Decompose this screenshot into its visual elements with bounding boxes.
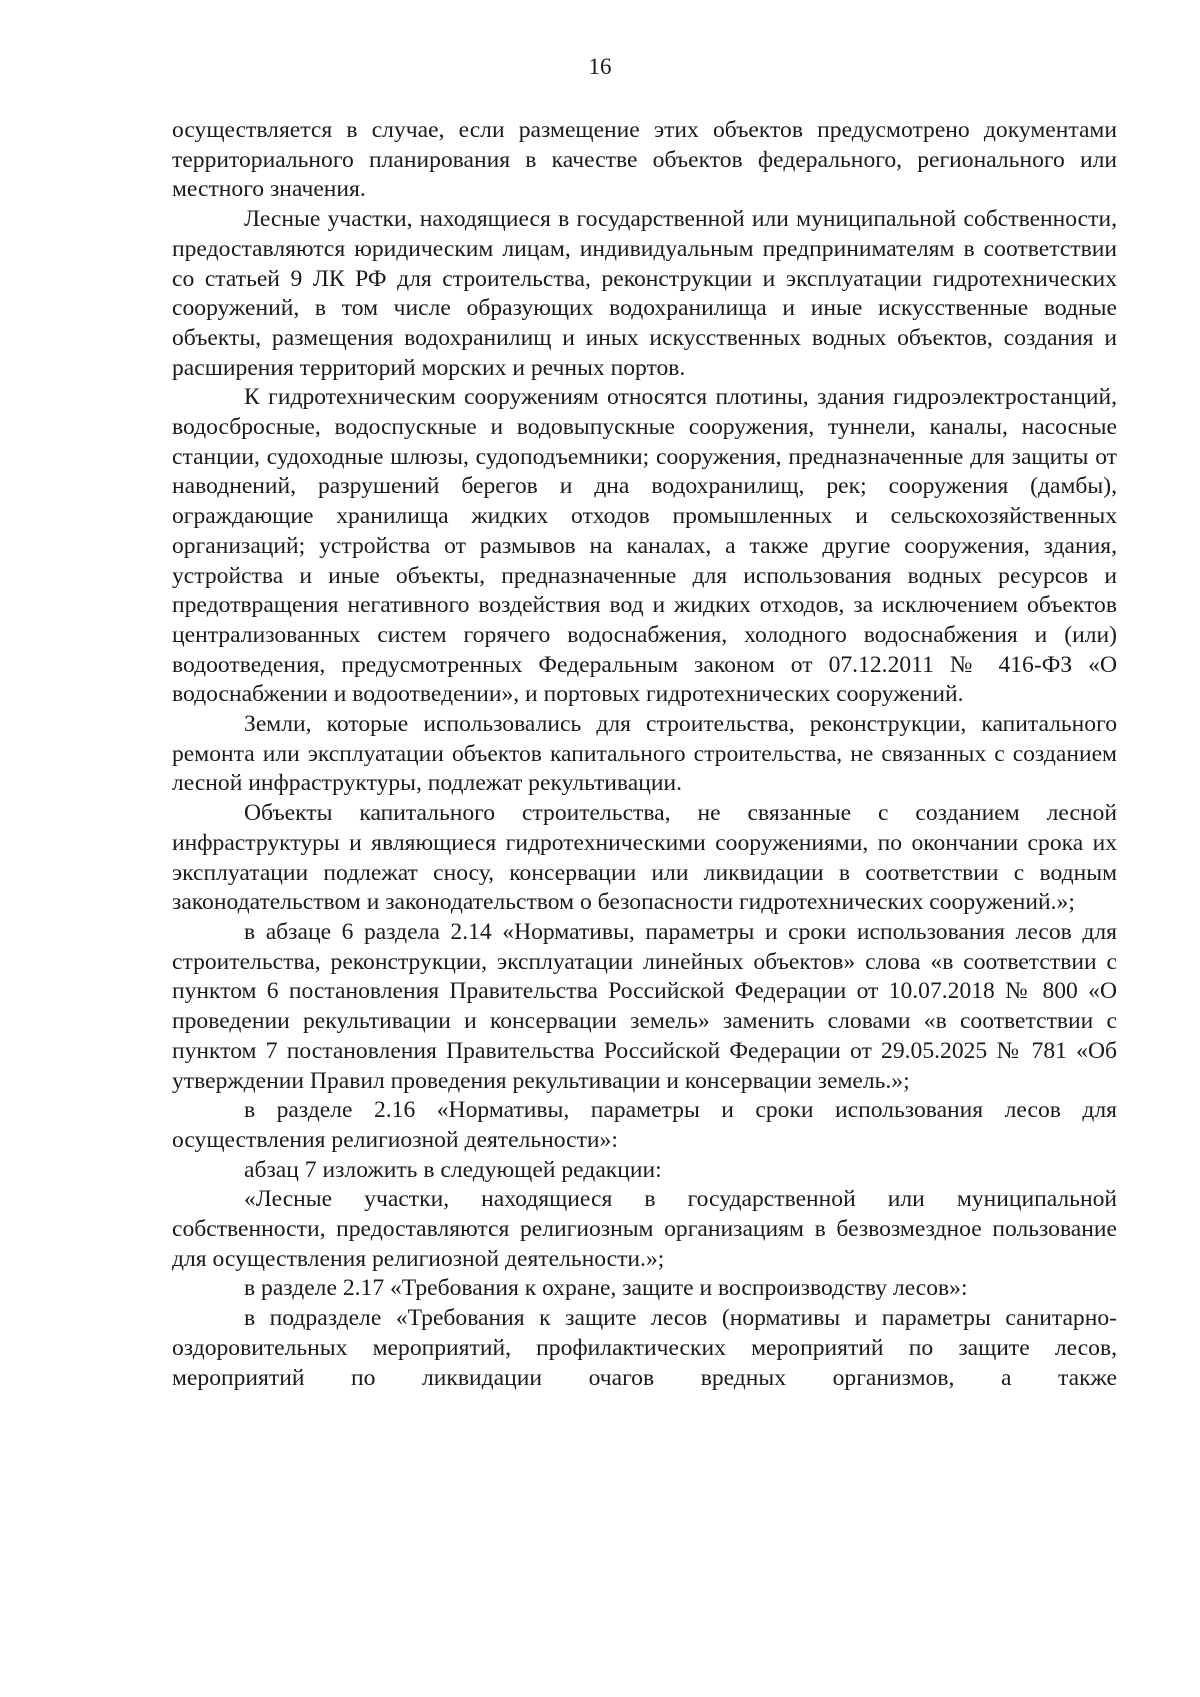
- paragraph-forest-protection-subsection: в подразделе «Требования к защите лесов (нормативы и параметры санитарно-оздоровительных мероприятий, профилактических мероприятий по защите лесов, мероприятий по ликвидации очагов вредных организмов, а также: [172, 1305, 1117, 1391]
- paragraph-section-2-14-amendment: в абзаце 6 раздела 2.14 «Нормативы, параметры и сроки использования лесов для строительства, реконструкции, эксплуатации линейных объектов» слова «в соответствии с пунктом 6 постановления Правительства Российской Федерации от 10.07.2018 № 800 «О проведении рекультивации и консервации земель» заменить словами «в соответствии с пунктом 7 постановления Правительства Российской Федерации от 29.05.2025 № 781 «Об утверждении Правил проведения рекультивации и консервации земель.»;: [172, 918, 1117, 1094]
- paragraph-abzac-7: абзац 7 изложить в следующей редакции:: [244, 1156, 662, 1183]
- paragraph-forest-plots-hydro: Лесные участки, находящиеся в государственной или муниципальной собственности, предоставляются юридическим лицам, индивидуальным предпринимателям в соответствии со статьей 9 ЛК РФ для строительства, реконструкции и эксплуатации гидротехнических сооружений, в том числе образующих водохранилища и иные искусственные водные объекты, размещения водохранилищ и иных искусственных водных объектов, создания и расширения территорий морских и речных портов.: [172, 206, 1117, 381]
- paragraph-hydro-structures-definition: К гидротехническим сооружениям относятся плотины, здания гидроэлектростанций, водосбросные, водоспускные и водовыпускные сооружения, туннели, каналы, насосные станции, судоходные шлюзы, судоподъемники; сооружения, предназначенные для защиты от наводнений, разрушений берегов и дна водохранилищ, рек; сооружения (дамбы), ограждающие хранилища жидких отходов промышленных и сельскохозяйственных организаций; устройства от размывов на каналах, а также другие сооружения, здания, устройства и иные объекты, предназначенные для использования водных ресурсов и предотвращения негативного воздействия вод и жидких отходов, за исключением объектов централизованных систем горячего водоснабжения, холодного водоснабжения и (или) водоотведения, предусмотренных Федеральным законом от 07.12.2011 № 416-ФЗ «О водоснабжении и водоотведении», и портовых гидротехнических сооружений.: [172, 384, 1117, 708]
- page-number: 16: [588, 54, 612, 79]
- paragraph-continuation: осуществляется в случае, если размещение этих объектов предусмотрено документами территориального планирования в качестве объектов федерального, регионального или местного значения.: [172, 117, 1117, 203]
- document-body: [172, 116, 1117, 1393]
- paragraph-section-2-17: в разделе 2.17 «Требования к охране, защите и воспроизводству лесов»:: [244, 1275, 968, 1302]
- paragraph-capital-objects-demolition: Объекты капитального строительства, не связанные с созданием лесной инфраструктуры и являющиеся гидротехническими сооружениями, по окончании срока их эксплуатации подлежат сносу, консервации или ликвидации в соответствии с водным законодательством и законодательством о безопасности гидротехнических сооружений.»;: [172, 800, 1117, 916]
- paragraph-land-recultivation: Земли, которые использовались для строительства, реконструкции, капитального ремонта или эксплуатации объектов капитального строительства, не связанных с созданием лесной инфраструктуры, подлежат рекультивации.: [172, 711, 1117, 797]
- paragraph-religious-organizations: «Лесные участки, находящиеся в государственной или муниципальной собственности, предоставляются религиозным организациям в безвозмездное пользование для осуществления религиозной деятельности.»;: [172, 1186, 1117, 1272]
- paragraph-section-2-16: в разделе 2.16 «Нормативы, параметры и сроки использования лесов для осуществления религиозной деятельности»:: [172, 1097, 1117, 1153]
